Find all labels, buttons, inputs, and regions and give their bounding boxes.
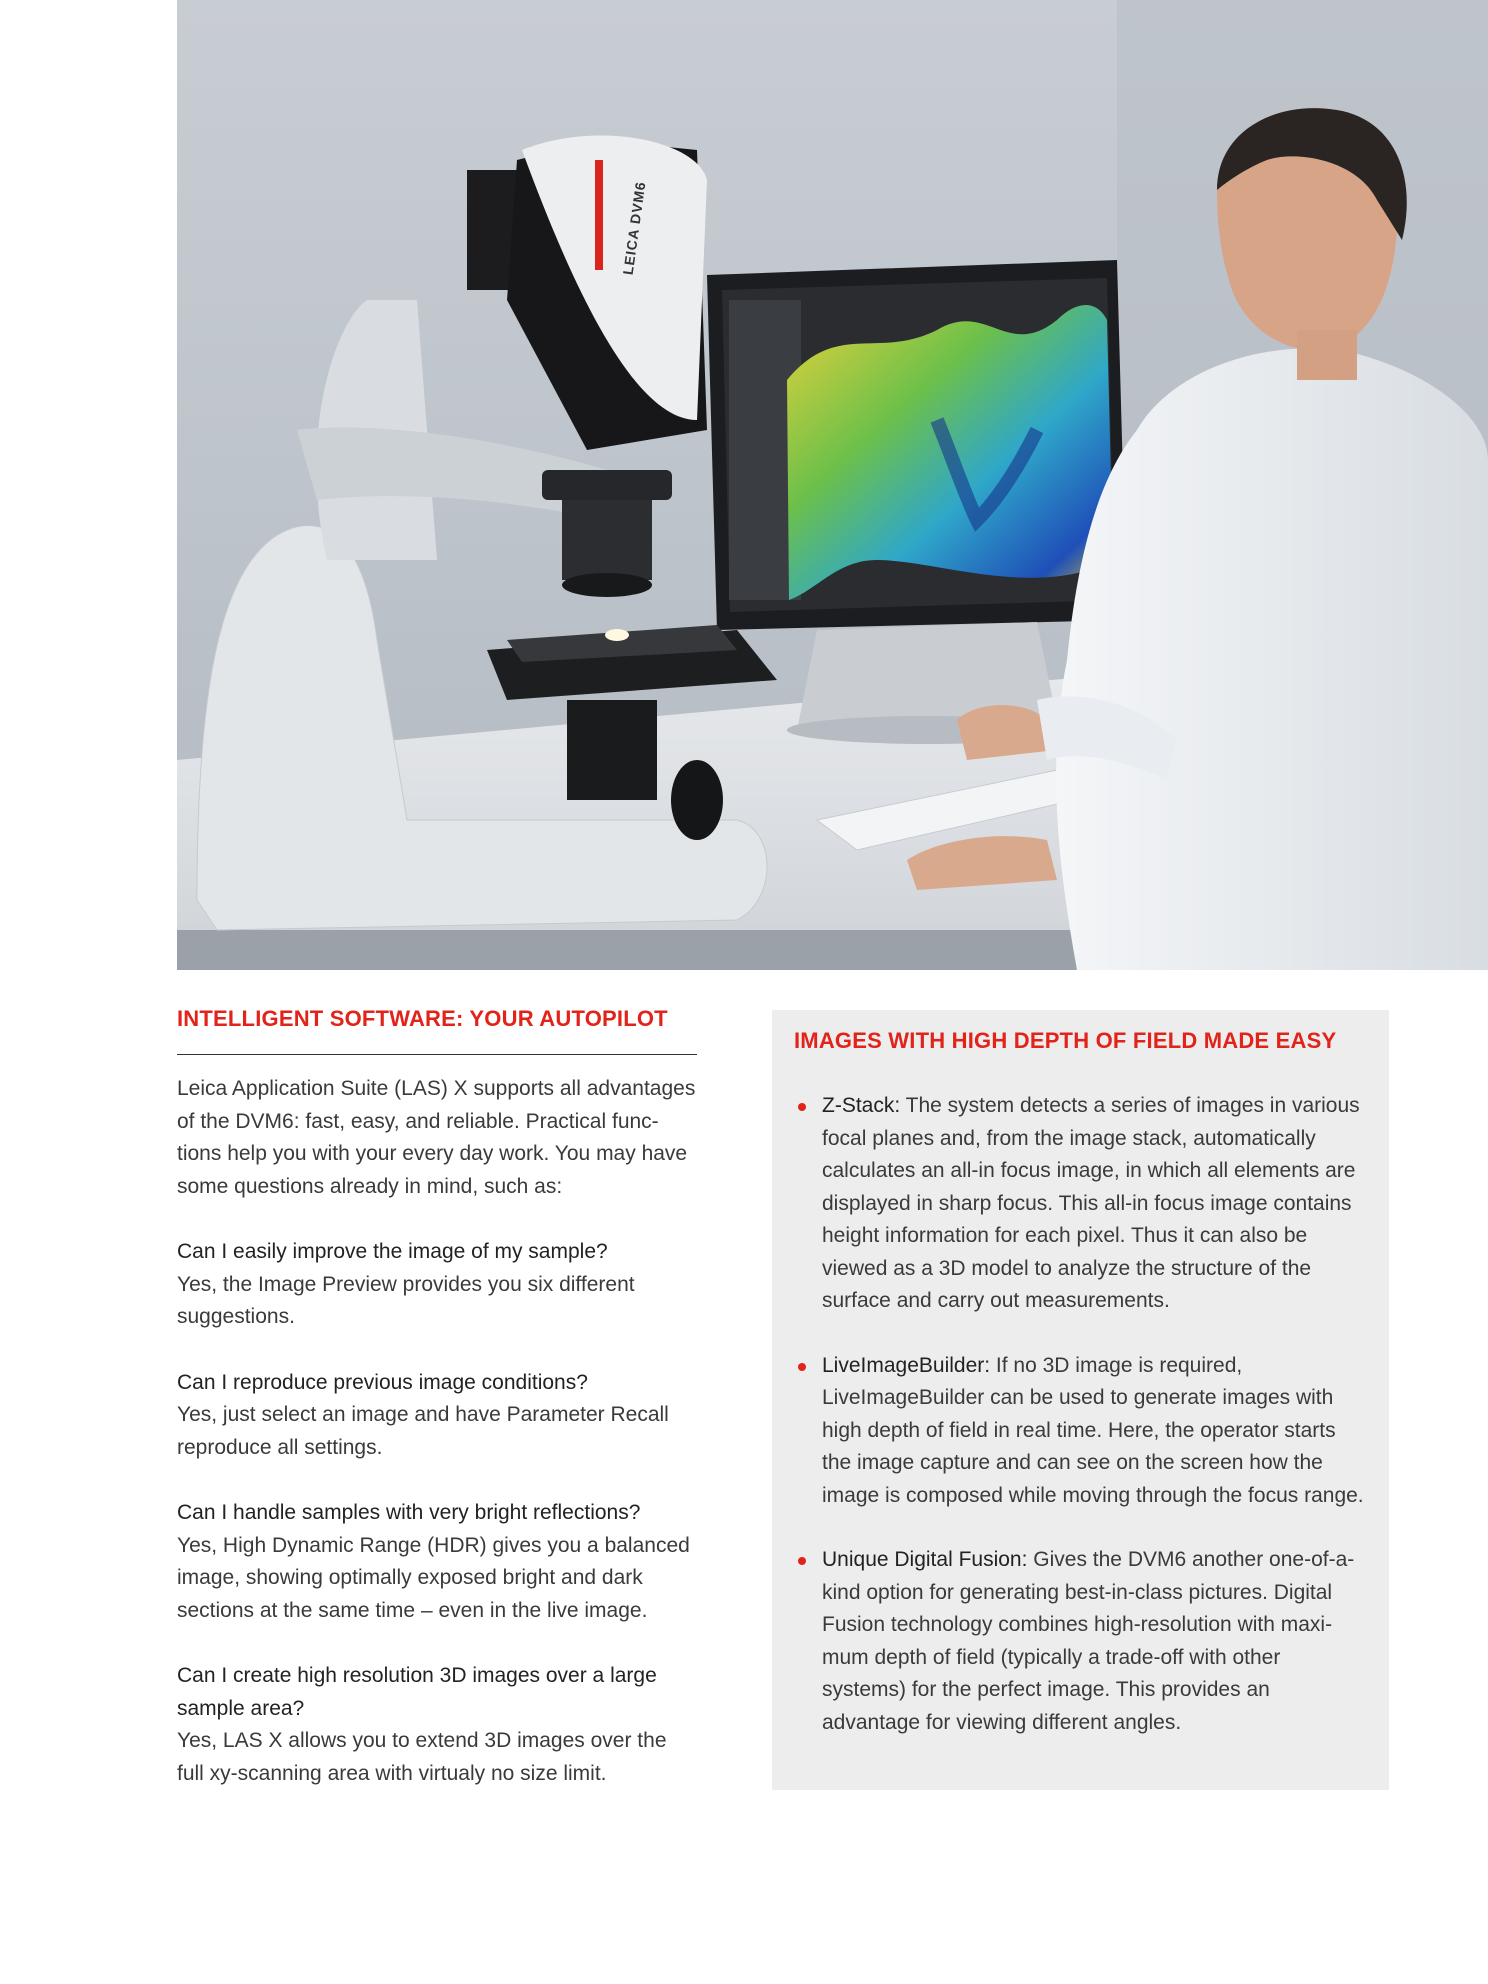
feature-list: [794, 1090, 1364, 1771]
lab-scene-illustration: [177, 0, 1488, 970]
list-item: [794, 1350, 1364, 1513]
bullet-icon: [798, 1363, 806, 1371]
answer: Yes, the Image Preview provides you six different suggestions.: [177, 1272, 635, 1328]
left-column: [177, 1004, 697, 1790]
qa-item: [177, 1236, 697, 1334]
question: Can I create high resolution 3D images over a large sample area?: [177, 1664, 657, 1720]
list-item: [794, 1090, 1364, 1318]
depth-of-field-box: [772, 1010, 1389, 1790]
answer: Yes, LAS X allows you to extend 3D images over the full xy-scanning area with virtualy no size limit.: [177, 1729, 667, 1785]
feature-text: Gives the DVM6 another one-of-a-kind option for generating best-in-class pictures. Digital Fusion technology combines high-resolution with maxi-mum depth of field (typically a trade-off with other systems) for the perfect image. This provides an advantage for viewing different angles.: [822, 1548, 1355, 1734]
qa-item: [177, 1497, 697, 1627]
feature-text: The system detects a series of images in various focal planes and, from the image stack, automatically calculates an all-in focus image, in which all elements are displayed in sharp focus. This all-in focus image contains height information for each pixel. Thus it can also be viewed as a 3D model to analyze the structure of the surface and carry out measurements.: [822, 1094, 1360, 1312]
intro-paragraph: Leica Application Suite (LAS) X supports all advantages of the DVM6: fast, easy, and reliable. Practical func-tions help you with your every day work. You may have some questions already in mind, such as:: [177, 1077, 696, 1198]
list-item: [794, 1544, 1364, 1739]
left-section-title: INTELLIGENT SOFTWARE: YOUR AUTOPILOT: [177, 1006, 668, 1031]
answer: Yes, High Dynamic Range (HDR) gives you a balanced image, showing optimally exposed bright and dark sections at the same time – even in the live image.: [177, 1533, 690, 1622]
title-divider: [177, 1054, 697, 1055]
feature-term: Z-Stack:: [822, 1094, 901, 1117]
qa-item: [177, 1367, 697, 1465]
hero-photo: [177, 0, 1488, 970]
bullet-icon: [798, 1103, 806, 1111]
question: Can I reproduce previous image conditions?: [177, 1370, 588, 1394]
feature-term: Unique Digital Fusion:: [822, 1548, 1028, 1571]
question: Can I easily improve the image of my sample?: [177, 1240, 608, 1263]
question: Can I handle samples with very bright reflections?: [177, 1501, 641, 1524]
feature-text: If no 3D image is required, LiveImageBuilder can be used to generate images with high depth of field in real time. Here, the operator starts the image capture and can see on the screen how the image is composed while moving through the focus range.: [822, 1353, 1364, 1507]
qa-item: [177, 1660, 697, 1790]
bullet-icon: [798, 1557, 806, 1565]
answer: Yes, just select an image and have Parameter Recall reproduce all settings.: [177, 1403, 669, 1459]
microscope-brand-label: LEICA DVM6: [619, 180, 649, 276]
right-section-title: IMAGES WITH HIGH DEPTH OF FIELD MADE EASY: [794, 1028, 1337, 1053]
feature-term: LiveImageBuilder:: [822, 1353, 991, 1377]
